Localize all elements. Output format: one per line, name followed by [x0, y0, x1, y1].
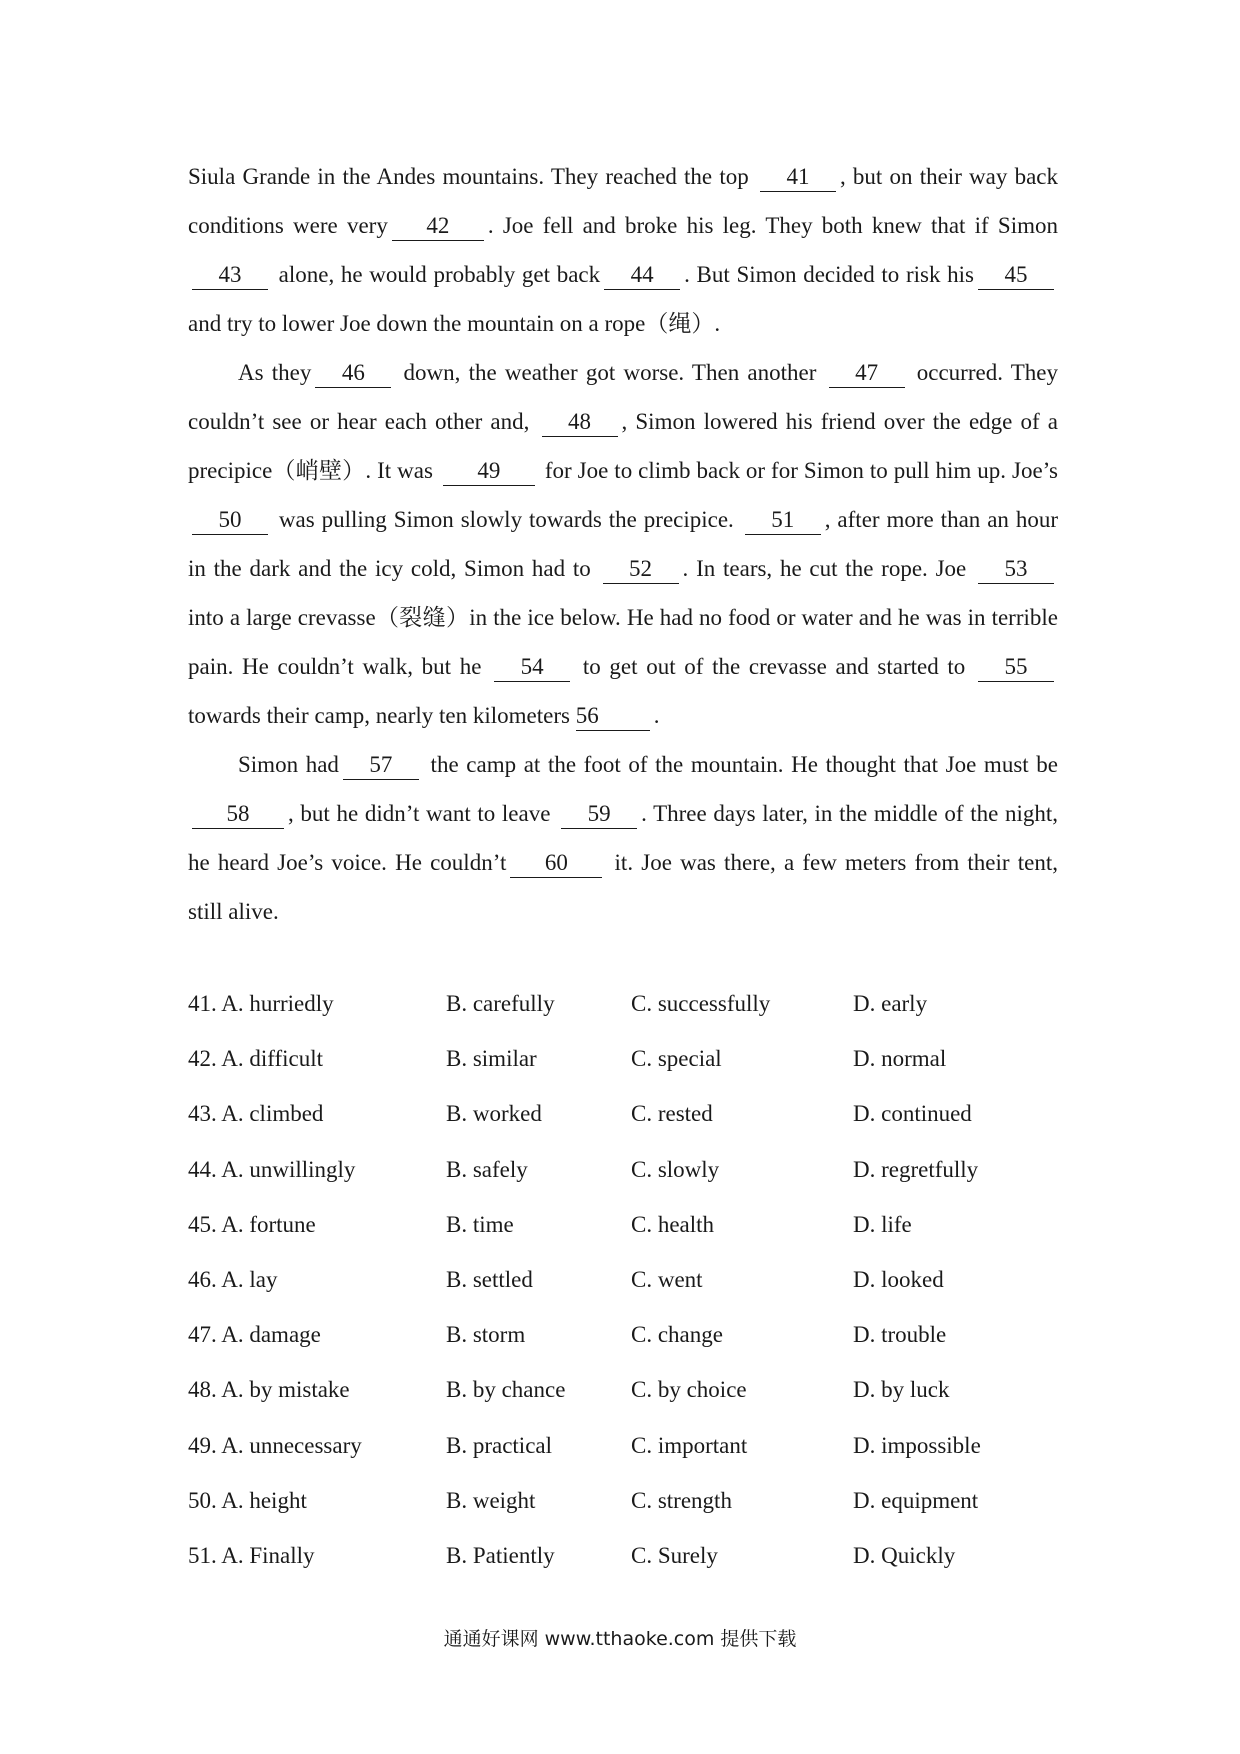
blank-50: 50 [192, 506, 268, 535]
option-d: D. impossible [853, 1432, 981, 1458]
option-c: C. special [631, 1046, 722, 1072]
option-a: 47. A. damage [188, 1322, 321, 1348]
option-d: D. early [853, 991, 928, 1016]
option-b: B. weight [446, 1487, 536, 1513]
option-b: B. worked [446, 1101, 542, 1127]
blank-41: 41 [760, 163, 836, 192]
option-row-49 [188, 1426, 1058, 1481]
page-footer: 通通好课网 www.tthaoke.com 提供下载 [443, 1628, 797, 1650]
option-row-51 [188, 1536, 1058, 1591]
blank-54: 54 [494, 653, 570, 682]
option-row-47 [188, 1315, 1058, 1370]
option-a: 45. A. fortune [188, 1211, 316, 1237]
option-c: C. slowly [631, 1156, 720, 1182]
blank-57: 57 [343, 751, 419, 780]
blank-45: 45 [978, 261, 1054, 290]
option-c: C. rested [631, 1101, 713, 1127]
option-a: 41. A. hurriedly [188, 991, 334, 1016]
option-d: D. continued [853, 1101, 972, 1127]
option-b: B. storm [446, 1322, 526, 1348]
blank-46: 46 [315, 359, 391, 388]
option-b: B. Patiently [446, 1542, 555, 1568]
option-d: D. looked [853, 1266, 944, 1292]
option-row-46 [188, 1260, 1058, 1315]
option-d: D. normal [853, 1046, 947, 1072]
option-d: D. equipment [853, 1487, 979, 1513]
blank-55: 55 [978, 653, 1054, 682]
option-c: C. went [631, 1266, 703, 1292]
blank-58: 58 [192, 800, 284, 829]
option-a: 50. A. height [188, 1487, 307, 1513]
blank-43: 43 [192, 261, 268, 290]
option-a: 43. A. climbed [188, 1101, 324, 1127]
option-a: 44. A. unwillingly [188, 1156, 356, 1182]
option-d: D. regretfully [853, 1156, 979, 1182]
option-row-50 [188, 1481, 1058, 1536]
blank-49: 49 [443, 457, 535, 486]
paragraph-1: Siula Grande in the Andes mountains. They reached the top 41 , but on their way back conditions were very 42 . Joe fell and broke his leg. They both knew that if Simon 43 alone, he would probably get back 44 . But Simon decided to risk his 45 and try to lower Joe down the mountain on a rope（绳）. [188, 164, 1059, 336]
blank-53: 53 [978, 555, 1054, 584]
blank-48: 48 [542, 408, 618, 437]
option-b: B. by chance [446, 1377, 566, 1403]
option-b: B. settled [446, 1266, 533, 1292]
cloze-passage [188, 152, 1058, 936]
blank-60: 60 [510, 849, 602, 878]
option-b: B. similar [446, 1046, 537, 1072]
option-d: D. life [853, 1211, 912, 1237]
blank-42: 42 [392, 212, 484, 241]
option-row-44 [188, 1150, 1058, 1205]
option-a: 46. A. lay [188, 1266, 278, 1292]
option-b: B. time [446, 1211, 514, 1237]
blank-59: 59 [561, 800, 637, 829]
blank-52: 52 [603, 555, 679, 584]
option-c: C. health [631, 1211, 715, 1237]
option-c: C. important [631, 1432, 748, 1458]
option-row-43 [188, 1094, 1058, 1149]
option-c: C. Surely [631, 1542, 718, 1568]
option-b: B. safely [446, 1156, 528, 1182]
option-c: C. change [631, 1322, 723, 1348]
blank-44: 44 [604, 261, 680, 290]
option-d: D. trouble [853, 1322, 947, 1348]
option-d: D. Quickly [853, 1542, 956, 1568]
option-row-42 [188, 1039, 1058, 1094]
paragraph-2: As they 46 down, the weather got worse. Then another 47 occurred. They couldn’t see or hear each other and, 48 , Simon lowered his friend over the edge of a precipice（峭壁）. It was 49 for Joe to climb back or for Simon to pull him up. Joe’s50 was pulling Simon slowly towards the precipice. 51 , after more than an hour in the dark and the icy cold, Simon had to 52 . In tears, he cut the rope. Joe 53 into a large crevasse（裂缝）in the ice below. He had no food or water and he was in terrible pain. He couldn’t walk, but he 54 to get out of the crevasse and started to 55 towards their camp, nearly ten kilometers 56 . [188, 348, 1058, 740]
option-c: C. successfully [631, 991, 771, 1016]
blank-47: 47 [829, 359, 905, 388]
option-row-41 [188, 984, 1058, 1039]
blank-56: 56 [576, 702, 650, 731]
option-c: C. strength [631, 1487, 732, 1513]
paragraph-3: Simon had 57 the camp at the foot of the mountain. He thought that Joe must be58 , but he didn’t want to leave 59 . Three days later, in the middle of the night, he heard Joe’s voice. He couldn’t 60 it. Joe was there, a few meters from their tent, still alive. [188, 752, 1058, 924]
option-row-45 [188, 1205, 1058, 1260]
option-b: B. practical [446, 1432, 553, 1458]
option-row-48 [188, 1370, 1058, 1425]
option-a: 49. A. unnecessary [188, 1432, 362, 1458]
blank-51: 51 [745, 506, 821, 535]
answer-options [188, 984, 1058, 1591]
option-a: 48. A. by mistake [188, 1377, 350, 1403]
option-a: 51. A. Finally [188, 1542, 315, 1568]
option-d: D. by luck [853, 1377, 950, 1403]
option-b: B. carefully [446, 991, 555, 1016]
option-c: C. by choice [631, 1377, 747, 1403]
option-a: 42. A. difficult [188, 1046, 324, 1072]
